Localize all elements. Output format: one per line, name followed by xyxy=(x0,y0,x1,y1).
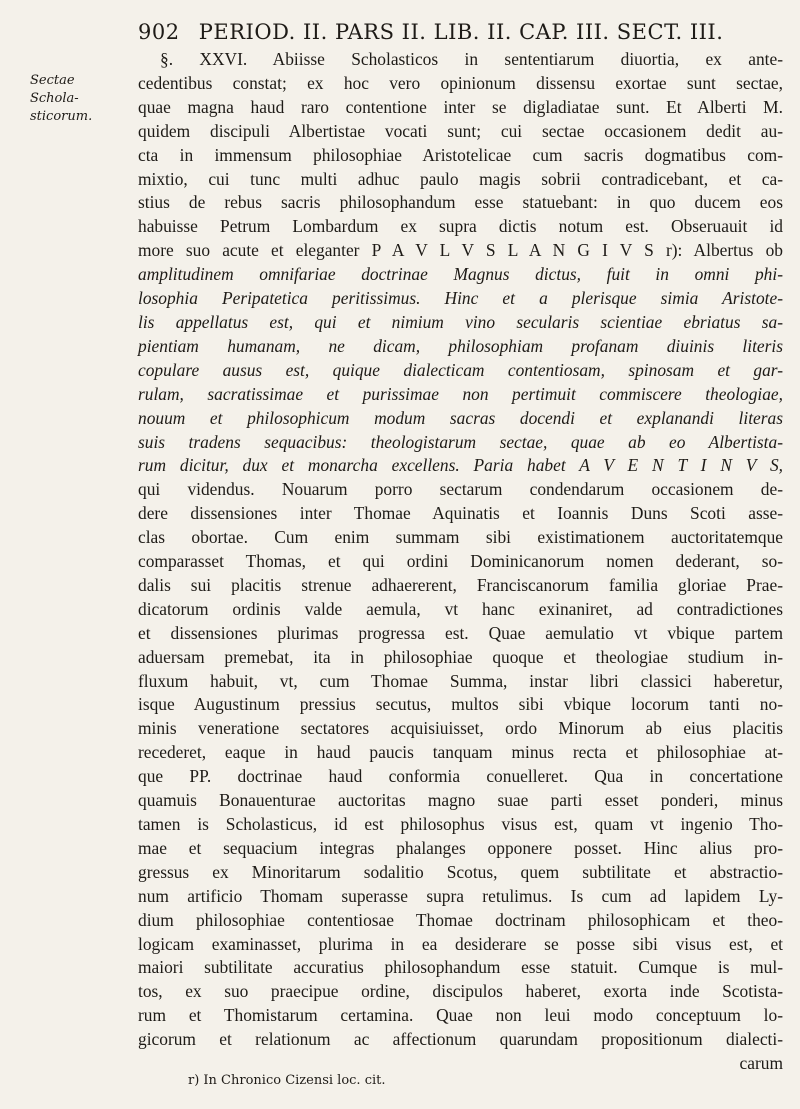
text-line: lis appellatus est, qui et nimium vino secularis scientiae ebriatus sa- xyxy=(138,311,783,332)
text-line: gressus ex Minoritarum sodalitio Scotus, quem subtilitate et abstractio- xyxy=(138,861,783,882)
text-line: pientiam humanam, ne dicam, philosophiam profanam diuinis literis xyxy=(138,335,783,356)
text-line: tamen is Scholasticus, id est philosophus visus est, quam vt ingenio Tho- xyxy=(138,814,783,834)
text-line: minis veneratione sectatores acquisiuisset, ordo Minorum ab eius placitis xyxy=(138,718,783,739)
text-line: isque Augustinum pressius secutus, multos sibi vbique locorum tanti no- xyxy=(138,694,783,715)
text-line: et dissensiones plurimas progressa est. Quae aemulatio vt vbique partem xyxy=(138,622,783,643)
text-line: copulare ausus est, quique dialecticam contentiosam, spinosam et gar- xyxy=(138,359,783,380)
text-line: qui videndus. Nouarum porro sectarum condendarum occasionem de- xyxy=(138,479,783,500)
margin-note xyxy=(30,72,120,126)
text-line: dere dissensiones inter Thomae Aquinatis et Ioannis Duns Scoti asse- xyxy=(138,503,783,524)
text-line: stius de rebus sacris philosophandum esse statuebant: in quo ducem eos xyxy=(138,192,783,213)
margin-note-line: Sectae Schola- xyxy=(30,73,79,106)
footnote: r) In Chronico Cizensi loc. cit. xyxy=(188,1073,386,1088)
text-line: dicatorum ordinis valde aemula, vt hanc exinaniret, ad contradictiones xyxy=(138,598,783,619)
text-line: dalis sui placitis strenue adhaererent, Franciscanorum familia gloriae Prae- xyxy=(138,574,783,595)
text-line: quamuis Bonauenturae auctoritas magno suae parti esset ponderi, minus xyxy=(138,790,783,811)
text-line: rulam, sacratissimae et purissimae non pertimuit commiscere theologiae, xyxy=(138,383,783,404)
text-line: §. XXVI. Abiisse Scholasticos in sententiarum diuortia, ex ante- xyxy=(160,49,783,69)
text-line: recederet, eaque in haud paucis tanquam minus recta et philosophiae at- xyxy=(138,742,783,763)
text-line: mae et sequacium integras phalanges opponere posset. Hinc alius pro- xyxy=(138,837,783,858)
text-line: rum dicitur, dux et monarcha excellens. Paria habet A V E N T I N V S, xyxy=(138,455,783,476)
text-line: cta in immensum philosophiae Aristotelicae cum sacris dogmatibus com- xyxy=(138,144,783,165)
text-line: quidem discipuli Albertistae vocati sunt; cui sectae occasionem dedit au- xyxy=(138,120,783,141)
text-line: cedentibus constat; ex hoc vero opinionum dissensu exortae sunt sectae, xyxy=(138,72,783,93)
body-text xyxy=(138,48,783,1076)
page-number: 902 xyxy=(138,20,180,44)
running-header xyxy=(138,20,778,44)
text-line: suis tradens sequacibus: theologistarum sectae, quae ab eo Albertista- xyxy=(138,431,783,452)
text-line: maiori subtilitate accuratius philosophandum esse statuit. Cumque is mul- xyxy=(138,957,783,978)
text-line: mixtio, cui tunc multi adhuc paulo magis sobrii contradicebant, et ca- xyxy=(138,168,783,189)
text-line: logicam examinasset, plurima in ea desiderare se posse sibi visus est, et xyxy=(138,933,783,954)
text-line: habuisse Petrum Lombardum ex supra dictis notum est. Obseruauit id xyxy=(138,216,783,237)
text-line: fluxum habuit, vt, cum Thomae Summa, instar libri classici haberetur, xyxy=(138,670,783,691)
text-line: losophia Peripatetica peritissimus. Hinc et a plerisque simia Aristote- xyxy=(138,288,783,309)
text-line: amplitudinem omnifariae doctrinae Magnus dictus, fuit in omni phi- xyxy=(138,264,783,285)
text-line: carum xyxy=(739,1053,783,1074)
text-line: tos, ex suo praecipue ordine, discipulos haberet, exorta inde Scotista- xyxy=(138,981,783,1002)
running-title: PERIOD. II. PARS II. LIB. II. CAP. III. SECT. III. xyxy=(198,20,724,44)
text-line: nouum et philosophicum modum sacras docendi et explanandi literas xyxy=(138,407,783,428)
margin-note-line: sticorum. xyxy=(30,109,93,124)
text-line: dium philosophiae contentiosae Thomae doctrinam philosophicam et theo- xyxy=(138,909,783,930)
text-line: more suo acute et eleganter P A V L V S L A N G I V S r): Albertus ob xyxy=(138,240,783,261)
text-line: num artificio Thomam superasse supra retulimus. Is cum ad lapidem Ly- xyxy=(138,885,783,906)
text-line: que PP. doctrinae haud conformia conuelleret. Qua in concertatione xyxy=(138,766,783,787)
text-line: aduersam premebat, ita in philosophiae quoque et theologiae studium in- xyxy=(138,646,783,667)
text-line: gicorum et relationum ac affectionum quarundam propositionum dialecti- xyxy=(138,1029,783,1050)
text-line: clas obortae. Cum enim summam sibi existimationem auctoritatemque xyxy=(138,527,783,548)
text-line: rum et Thomistarum certamina. Quae non leui modo conceptuum lo- xyxy=(138,1005,783,1026)
text-line: comparasset Thomas, et qui ordini Dominicanorum nomen dederant, so- xyxy=(138,551,783,572)
text-line: quae magna haud raro contentione inter se digladiatae sunt. Et Alberti M. xyxy=(138,96,783,117)
